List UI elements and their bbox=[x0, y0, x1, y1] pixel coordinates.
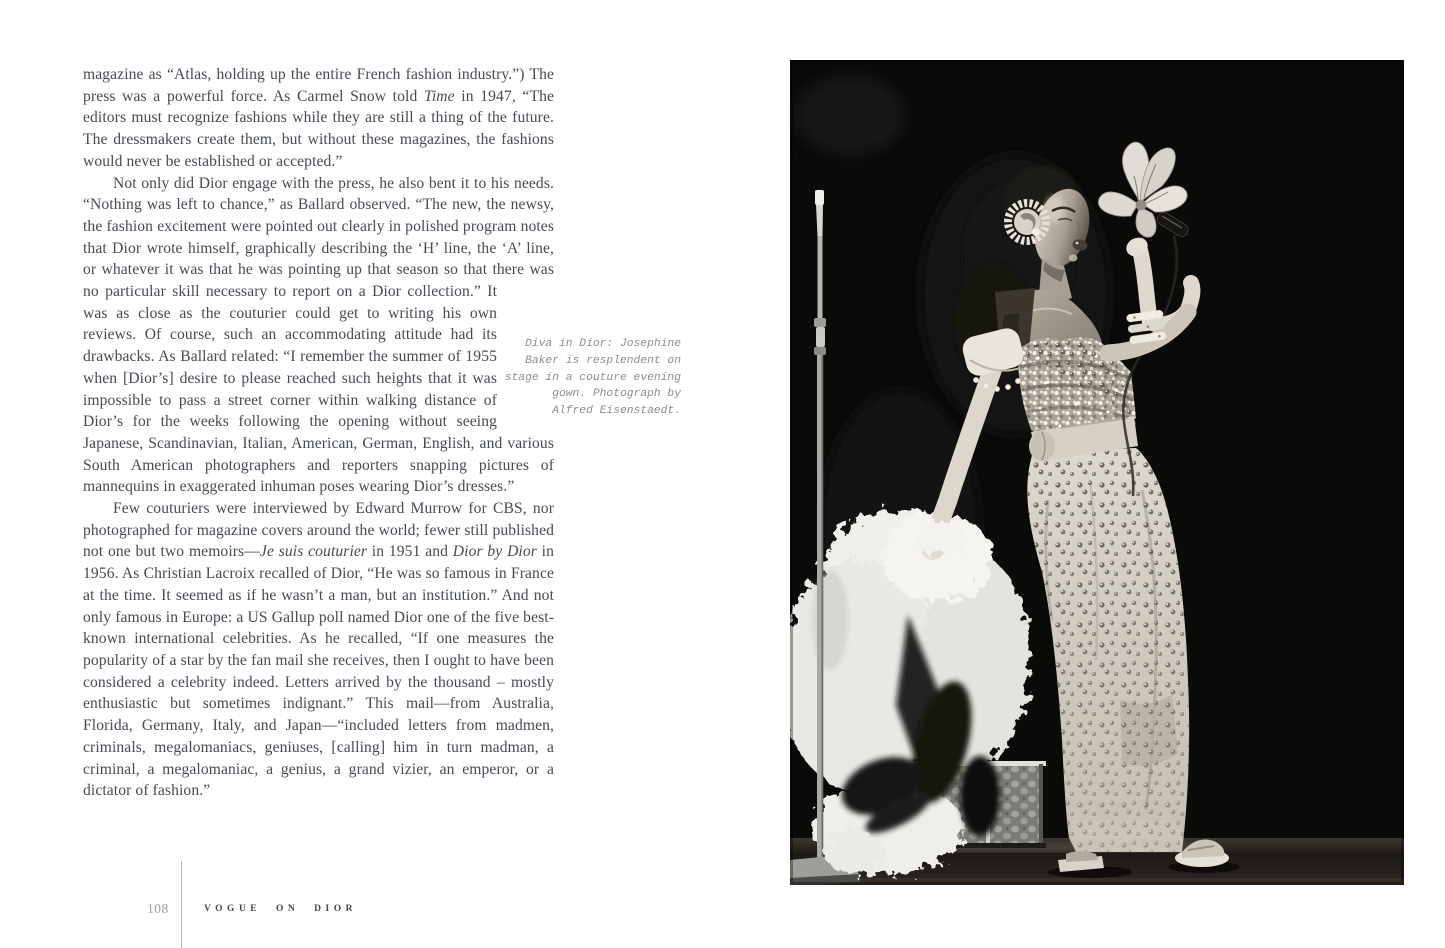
page-number: 108 bbox=[147, 901, 169, 916]
text-run: magazine as “Atlas, holding up the entire French fashion industry.”) The press was a powerful force. As Carmel Snow told bbox=[83, 66, 554, 105]
text-run: in 1947, “The editors must recognize fashions while they are still a thing of the future. The dressmakers create them, but without these magazines, the fashions would never be established or accepted.” bbox=[83, 87, 554, 170]
body-paragraph bbox=[83, 64, 554, 173]
caption-line: gown. Photograph by bbox=[552, 388, 681, 401]
caption-line: Alfred Eisenstaedt. bbox=[552, 405, 681, 418]
text-run: Few couturiers were interviewed by Edward Murrow for CBS, nor photographed for magazine covers around the world; fewer still published not one but two memoirs— bbox=[83, 500, 554, 561]
caption-line: Baker is resplendent on bbox=[525, 354, 681, 367]
text-run: in 1956. As Christian Lacroix recalled of Dior, “He was so famous in France at the time. It seemed as if he wasn’t a man, but an institution.” And not only famous in Europe: a US Gallup poll named Dior one of the five best-known international celebrities. As he recalled, “If one measures the popularity of a star by the fan mail she receives, then I ought to have been considered a celebrity indeed. Letters arrived by the thousand – mostly enthusiastic but sometimes indignant.” This mail—from Australia, Florida, Germany, Italy, and Japan—“included letters from madmen, criminals, megalomaniacs, geniuses, [calling] him in turn madman, a criminal, a megalomaniac, a genius, a grand vizier, an emperor, or a dictator of fashion.” bbox=[83, 543, 555, 800]
photograph bbox=[790, 60, 1404, 885]
body-paragraph bbox=[83, 173, 554, 499]
body-paragraph bbox=[83, 498, 554, 802]
bracelets bbox=[1126, 310, 1167, 345]
italic-text: Je suis couturier bbox=[259, 543, 368, 561]
italic-text: Dior by Dior bbox=[452, 543, 537, 561]
photo-caption bbox=[497, 336, 681, 420]
text-run: in 1951 and bbox=[367, 543, 453, 561]
right-page bbox=[790, 60, 1404, 885]
text-run: Dior collection.” It was as close as the couturier could get to writing his own reviews. Of course, such an accommodating attitude had its drawbacks. As Ballard related: “I remember the summer of 1955 when [Dior’s] desire to please reached such heights that it was impossible to pass a street corner within walking distance of Dior’s for the weeks following the opening without seeing Japanese, Scandinavian, Italian, American, German, English, and various South American photographers and reporters snapping pictures of mannequins in exaggerated inhuman poses wearing Dior’s dresses.” bbox=[83, 283, 554, 496]
footer-divider bbox=[181, 861, 182, 948]
caption-line: Diva in Dior: Josephine bbox=[525, 338, 681, 350]
text-run: Not only did Dior engage with the press, he also bent it to his needs. “Nothing was left to chance,” as Ballard observed. “The new, the newsy, the fashion excitement were pointed out clearly in polished program notes that Dior wrote himself, graphically describing the ‘H’ line, the ‘A’ line, or whatever it was that he was pointing up that season so that there was no particular skill necessary to report on a bbox=[83, 174, 554, 301]
article-text bbox=[83, 64, 554, 802]
caption-line: stage in a couture evening bbox=[504, 371, 681, 384]
book-title: VOGUE ON DIOR bbox=[204, 904, 357, 914]
italic-text: Time bbox=[423, 87, 455, 105]
white-fur-stole bbox=[790, 508, 1030, 874]
left-page bbox=[0, 0, 722, 948]
